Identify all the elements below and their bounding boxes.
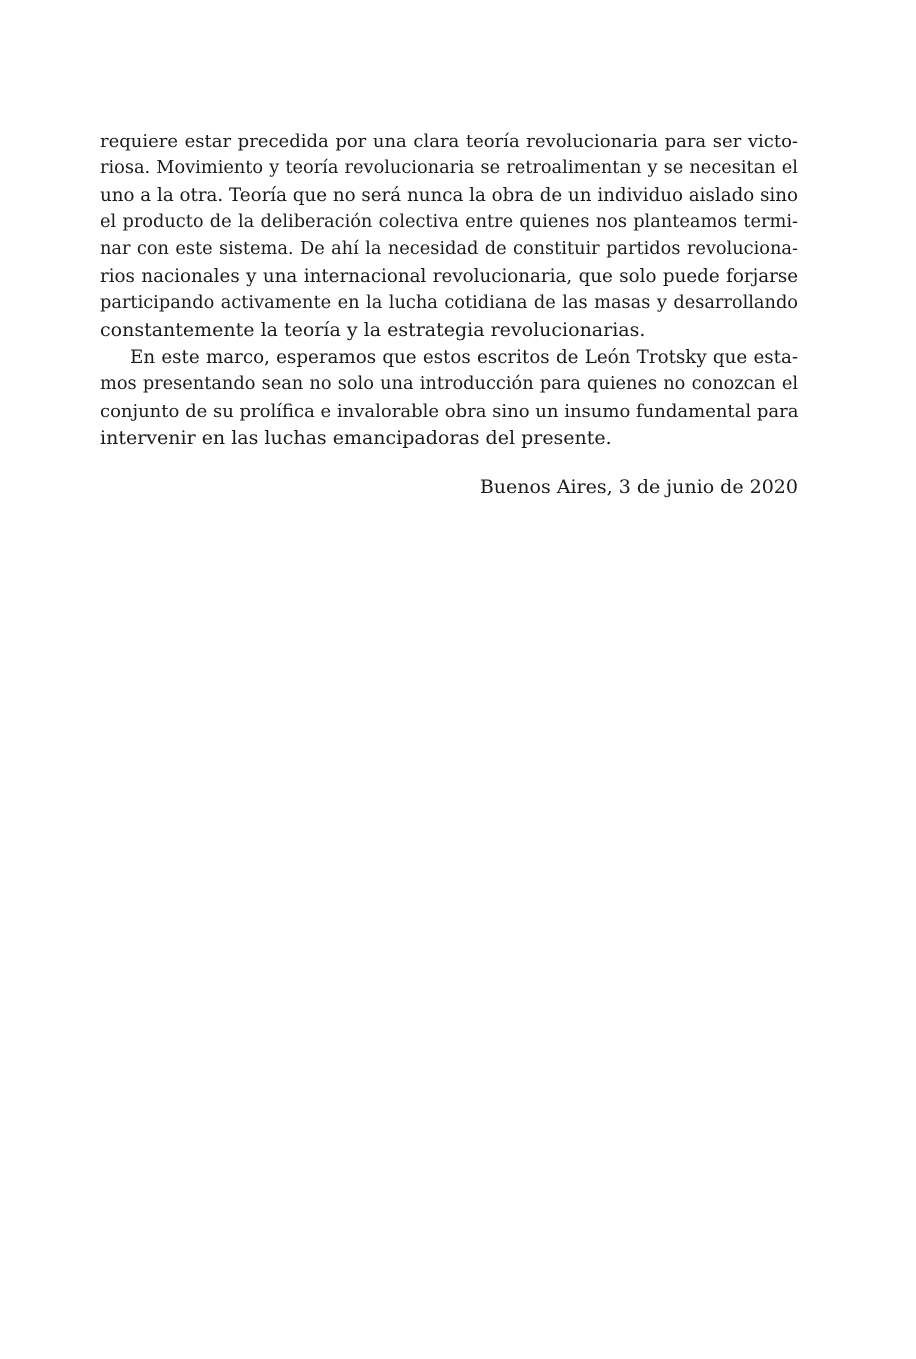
text-line: constantemente la teoría y la estrategia revolucionarias. xyxy=(100,319,646,341)
text-line: riosa. Movimiento y teoría revolucionaria se retroalimentan y se necesitan el xyxy=(100,158,798,178)
text-line: mos presentando sean no solo una introducción para quienes no conozcan el xyxy=(100,374,798,394)
text-line: conjunto de su prolífica e invalorable obra sino un insumo fundamental para xyxy=(100,401,799,422)
text-line: En este marco, esperamos que estos escritos de León Trotsky que esta- xyxy=(130,347,798,368)
text-line: uno a la otra. Teoría que no será nunca la obra de un individuo aislado sino xyxy=(100,185,799,206)
text-line: requiere estar precedida por una clara teoría revolucionaria para ser victo- xyxy=(100,131,798,152)
text-line: nar con este sistema. De ahí la necesidad de constituir partidos revoluciona- xyxy=(100,239,798,259)
text-line: intervenir en las luchas emancipadoras del presente. xyxy=(100,427,612,449)
body-text xyxy=(100,128,798,452)
text-line: el producto de la deliberación colectiva entre quienes nos planteamos termi- xyxy=(100,212,798,232)
paragraph-2 xyxy=(100,344,798,452)
place-date-signature: Buenos Aires, 3 de junio de 2020 xyxy=(479,476,798,498)
paragraph-1 xyxy=(100,128,798,344)
text-line: participando activamente en la lucha cotidiana de las masas y desarrollando xyxy=(100,293,798,313)
text-line: rios nacionales y una internacional revolucionaria, que solo puede forjarse xyxy=(100,266,798,287)
